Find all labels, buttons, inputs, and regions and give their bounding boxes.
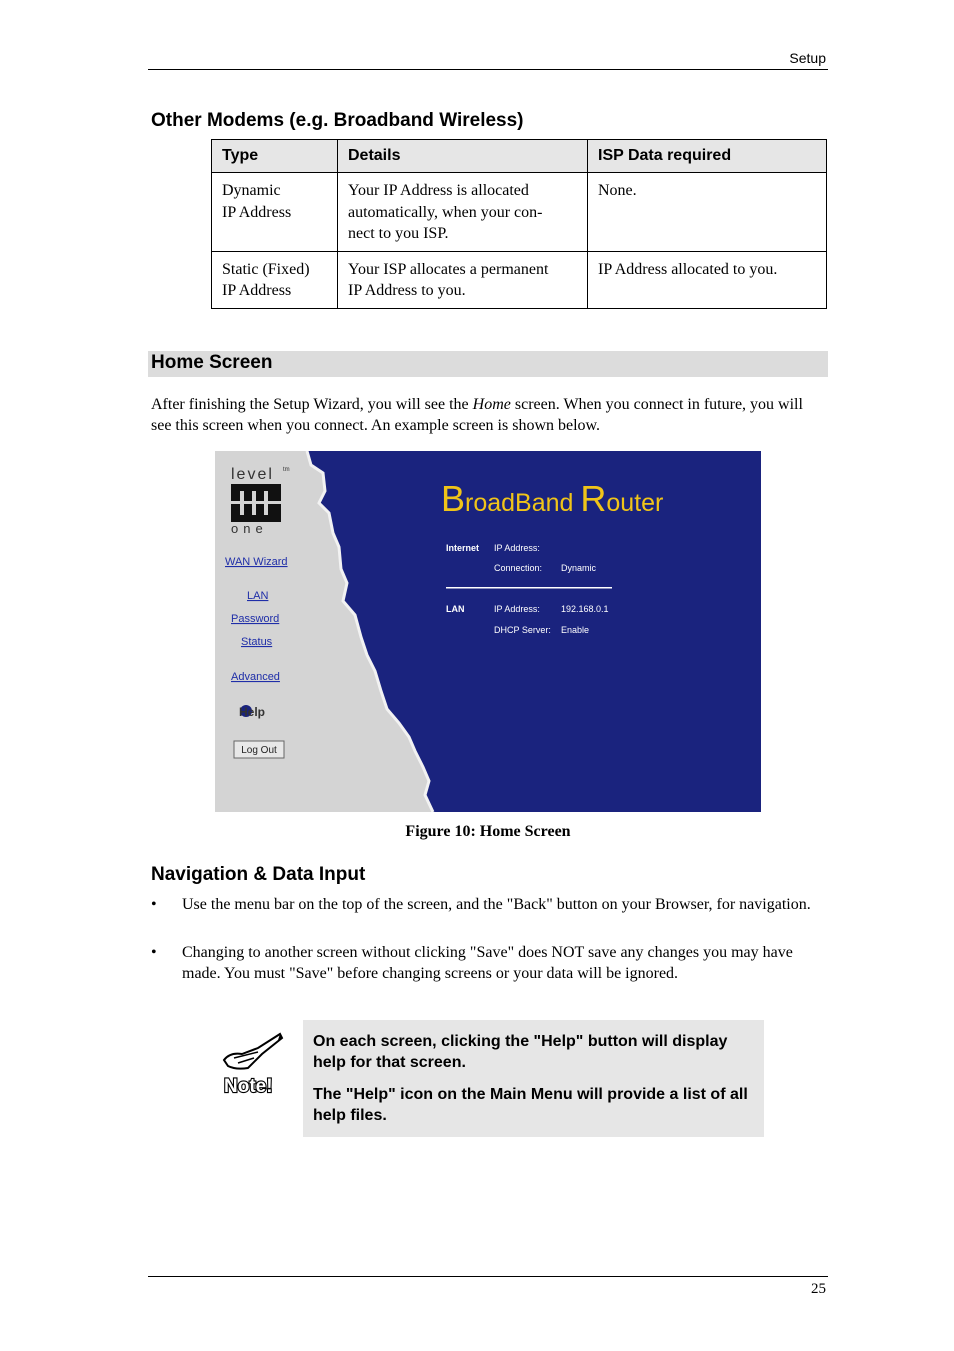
cell-line: None. xyxy=(598,182,637,199)
connection-value: Dynamic xyxy=(561,563,597,573)
cell-type xyxy=(212,173,338,252)
running-header: Setup xyxy=(789,50,826,66)
cell-details xyxy=(338,251,588,308)
note-box xyxy=(303,1020,764,1137)
logo-mark-icon xyxy=(231,484,281,522)
cell-line: Static (Fixed) xyxy=(222,260,310,278)
menu-link-status[interactable]: Status xyxy=(241,636,273,648)
router-screenshot xyxy=(215,451,761,812)
menu-link-lan[interactable]: LAN xyxy=(247,590,269,602)
title-letter-r: R xyxy=(580,478,607,519)
section-heading-navigation: Navigation & Data Input xyxy=(151,864,366,885)
internet-label: Internet xyxy=(446,543,480,553)
list-item xyxy=(151,942,823,984)
note-label: Note! xyxy=(224,1076,273,1097)
help-label: Help xyxy=(239,705,266,719)
bullet-dot: • xyxy=(151,896,157,913)
logo-text-top: level xyxy=(231,466,274,483)
cell-line: automatically, when your con- xyxy=(348,203,543,221)
table-header-row xyxy=(212,140,827,173)
table-row xyxy=(212,251,827,308)
lan-ip-value: 192.168.0.1 xyxy=(561,604,609,614)
cell-line: IP Address xyxy=(222,203,292,221)
column-header-details: Details xyxy=(338,140,588,173)
connection-label: Connection: xyxy=(494,563,543,573)
dhcp-label: DHCP Server: xyxy=(494,625,551,635)
logout-label: Log Out xyxy=(241,745,277,756)
menu-link-wan-wizard[interactable]: WAN Wizard xyxy=(225,556,288,568)
cell-line: Your IP Address is allocated xyxy=(348,182,529,199)
logo-text-bottom: one xyxy=(231,521,268,536)
section-heading-other-modems: Other Modems (e.g. Broadband Wireless) xyxy=(151,110,524,131)
cell-isp-data xyxy=(588,251,827,308)
footer-rule xyxy=(148,1276,828,1277)
menu-link-password[interactable]: Password xyxy=(231,613,280,625)
cell-isp-data xyxy=(588,173,827,252)
figure-caption: Figure 10: Home Screen xyxy=(405,823,571,840)
internet-ip-label: IP Address: xyxy=(494,543,540,553)
note-paragraph: On each screen, clicking the "Help" button will display help for that screen. xyxy=(313,1033,728,1071)
column-header-isp-data: ISP Data required xyxy=(588,140,827,173)
intro-text: screen. When you connect in future, you will see this screen when you connect. An example screen is shown below. xyxy=(151,396,803,434)
home-screen-figure xyxy=(215,451,761,812)
bullet-text: Changing to another screen without clicking "Save" does NOT save any changes you may have made. You must "Save" before changing screens or your data will be ignored. xyxy=(182,944,793,982)
isp-data-table xyxy=(211,139,827,309)
cell-details xyxy=(338,173,588,252)
logout-button[interactable] xyxy=(234,741,284,758)
note-paragraph: The "Help" icon on the Main Menu will provide a list of all help files. xyxy=(313,1086,748,1124)
cell-line: Dynamic xyxy=(222,182,281,199)
title-letter-b: B xyxy=(441,478,466,519)
intro-text: After finishing the Setup Wizard, you will see the xyxy=(151,396,473,413)
intro-home-italic: Home xyxy=(472,396,511,413)
lan-ip-label: IP Address: xyxy=(494,604,540,614)
menu-link-advanced[interactable]: Advanced xyxy=(231,671,280,683)
section-heading-home-screen: Home Screen xyxy=(151,352,273,373)
column-header-type: Type xyxy=(212,140,338,173)
cell-line: IP Address xyxy=(222,282,292,299)
dhcp-value: Enable xyxy=(561,625,590,635)
header-rule xyxy=(148,69,828,70)
intro-paragraph xyxy=(151,394,821,436)
list-item xyxy=(151,894,823,915)
page-number: 25 xyxy=(811,1281,826,1297)
cell-type xyxy=(212,251,338,308)
cell-line: IP Address to you. xyxy=(348,282,466,299)
note-pencil-icon xyxy=(218,1030,288,1100)
title-part-1: roadBand xyxy=(465,489,581,517)
table-row xyxy=(212,173,827,252)
help-button[interactable] xyxy=(239,705,265,719)
bullet-dot: • xyxy=(151,944,157,961)
bullet-text: Use the menu bar on the top of the screen, and the "Back" button on your Browser, for navigation. xyxy=(182,896,811,913)
note-icon xyxy=(218,1030,288,1100)
lan-label: LAN xyxy=(446,604,465,614)
logo-trademark: tm xyxy=(283,467,290,473)
cell-line: IP Address allocated to you. xyxy=(598,260,778,278)
divider-line xyxy=(446,587,612,589)
title-part-2: outer xyxy=(606,489,664,517)
cell-line: Your ISP allocates a permanent xyxy=(348,260,549,278)
cell-line: nect to you ISP. xyxy=(348,225,449,242)
